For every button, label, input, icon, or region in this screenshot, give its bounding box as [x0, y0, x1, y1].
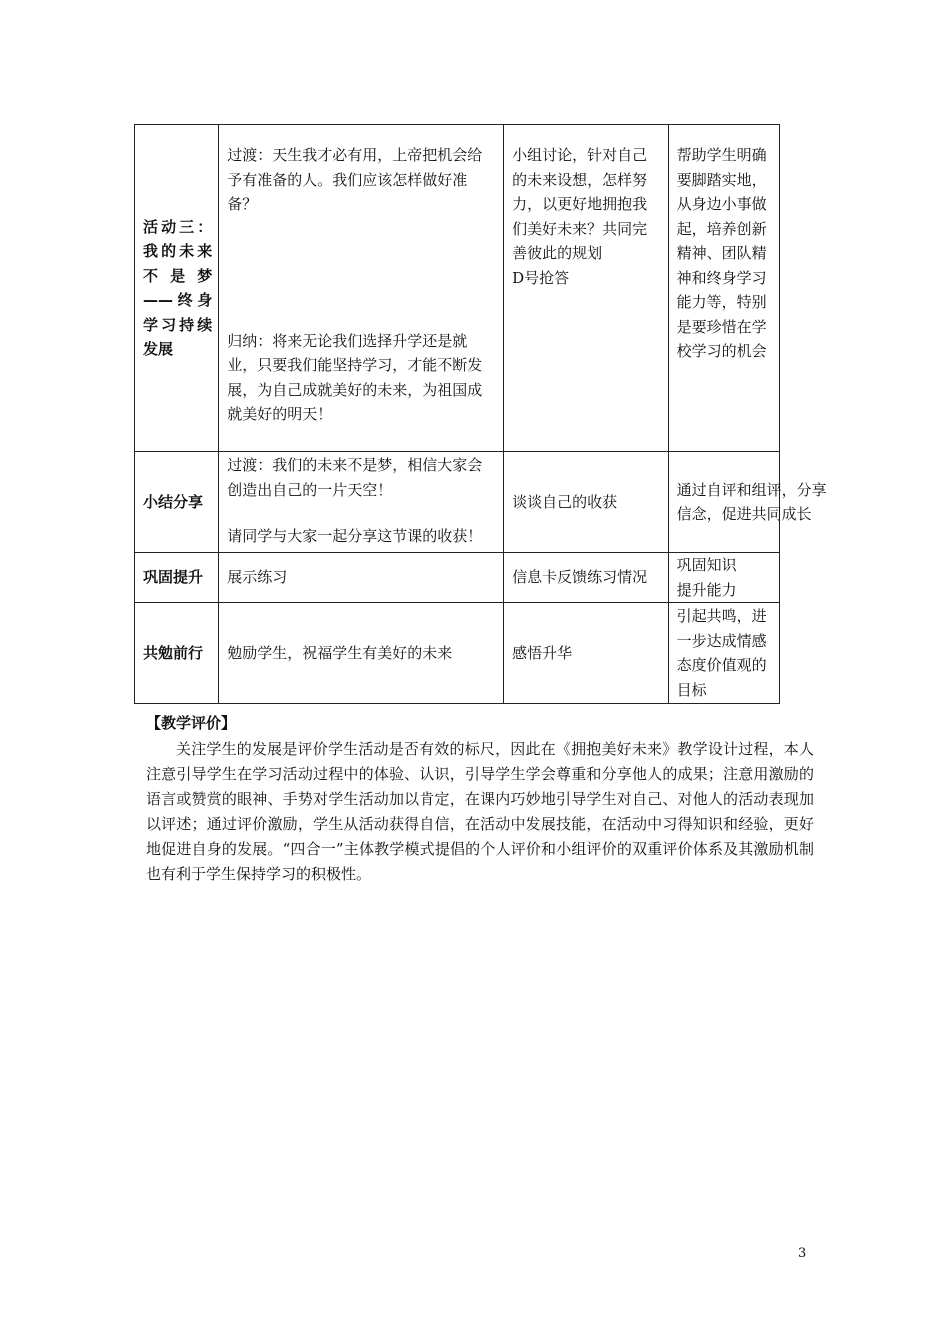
student-activity-text: 信息卡反馈练习情况 [512, 568, 648, 587]
teacher-activity-cell [219, 452, 504, 553]
design-intent-cell [668, 603, 779, 704]
page-number: 3 [798, 1246, 807, 1261]
stage-label: 巩固提升 [143, 568, 204, 587]
student-activity-cell [504, 603, 669, 704]
stage-label: 活动三：我的未来不是梦——终身学习持续发展 [143, 217, 213, 358]
design-intent-cell [668, 452, 827, 553]
stage-label: 小结分享 [143, 492, 204, 511]
student-answer-text: D号抢答 [512, 268, 570, 287]
stage-cell [135, 125, 219, 452]
table-row [135, 603, 780, 704]
table-row [135, 553, 780, 603]
table-row [135, 125, 780, 452]
evaluation-heading: 【教学评价】 [146, 714, 237, 732]
stage-cell [135, 553, 219, 603]
table-row [135, 452, 780, 553]
design-intent-text: 通过自评和组评，分享信念，促进共同成长 [676, 480, 827, 523]
stage-cell [135, 452, 219, 553]
design-intent-text: 引起共鸣，进一步达成情感态度价值观的目标 [676, 607, 767, 699]
teacher-summary-text: 归纳：将来无论我们选择升学还是就业，只要我们能坚持学习，才能不断发展，为自己成就美好的未来，为祖国成就美好的明天！ [227, 331, 483, 423]
teacher-activity-text: 勉励学生，祝福学生有美好的未来 [227, 643, 453, 662]
student-activity-cell [504, 452, 669, 553]
design-intent-cell [668, 125, 779, 452]
stage-label: 共勉前行 [143, 643, 204, 662]
teacher-activity-cell [219, 125, 504, 452]
student-discussion-text: 小组讨论，针对自己的未来设想，怎样努力，以更好地拥抱我们美好未来？共同完善彼此的规划 [512, 146, 648, 262]
student-activity-cell [504, 553, 669, 603]
teacher-activity-cell [219, 603, 504, 704]
design-intent-text: 提升能力 [676, 580, 737, 599]
teacher-transition-text: 过渡：我们的未来不是梦，相信大家会创造出自己的一片天空！ [227, 456, 483, 499]
student-activity-text: 感悟升华 [512, 643, 573, 662]
evaluation-paragraph: 关注学生的发展是评价学生活动是否有效的标尺，因此在《拥抱美好未来》教学设计过程，本人注意引导学生在学习活动过程中的体验、认识，引导学生学会尊重和分享他人的成果；注意用激励的语言或赞赏的眼神、手势对学生活动加以肯定，在课内巧妙地引导学生对自己、对他人的活动表现加以评述；通过评价激励，学生从活动获得自信，在活动中发展技能，在活动中习得知识和经验，更好地促进自身的发展。“四合一”主体教学模式提倡的个人评价和小组评价的双重评价体系及其激励机制也有利于学生保持学习的积极性。 [146, 740, 814, 883]
teacher-activity-cell [219, 553, 504, 603]
teacher-transition-text: 过渡：天生我才必有用，上帝把机会给予有准备的人。我们应该怎样做好准备？ [227, 146, 483, 213]
design-intent-text: 帮助学生明确要脚踏实地，从身边小事做起，培养创新精神、团队精神和终身学习能力等，特别是要珍惜在学校学习的机会 [676, 146, 767, 360]
stage-cell [135, 603, 219, 704]
teacher-activity-text: 展示练习 [227, 568, 288, 587]
lesson-plan-table [134, 124, 827, 704]
student-activity-cell [504, 125, 669, 452]
design-intent-cell [668, 553, 779, 603]
student-activity-text: 谈谈自己的收获 [512, 492, 618, 511]
teacher-share-text: 请同学与大家一起分享这节课的收获！ [227, 527, 483, 545]
design-intent-text: 巩固知识 [676, 556, 737, 574]
